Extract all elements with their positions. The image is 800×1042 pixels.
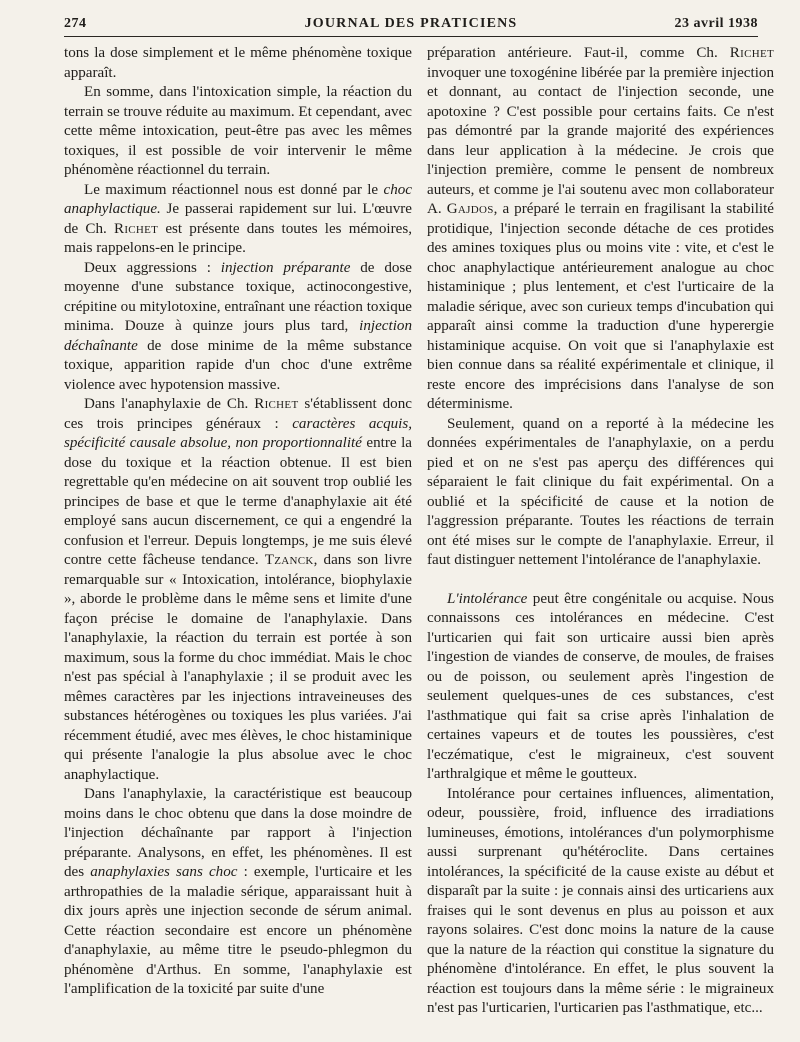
text-run: Intolérance pour certaines influences, alimentation, odeur, poussière, froid, influence des irradiations lumineuses, émotions, intolérances d'un polymorphisme aussi surprenant qu'hétéroclite. Dans certaines intolérances, la spécificité de la cause existe au début et disparaît par la suite : je connais ainsi des urticariens aux fraises qui le sont devenus en plus au poisson et aux rayons solaires. C'est donc moins la nature de la cause que la nature de la réaction qui constitue la signature du phénomène d'intolérance. En effet, le plus souvent la réaction est toujours dans la même série : le migraineux n'est pas l'urticarien, l'urticarien pas l'asthmatique, etc... bbox=[427, 785, 774, 1016]
text-run: : exemple, l'urticaire et les arthropathies de la maladie sérique, apparaissant huit à dix jours après une injection seconde de sérum animal. Cette réaction secondaire est encore un phénomène d'anaphylaxie, au même titre le pseudo-phlegmon du phénomène d'Arthus. En somme, l'anaphylaxie est l'amplification de la toxicité par suite d'une bbox=[64, 864, 412, 997]
text-run: Dans l'anaphylaxie de Ch. bbox=[84, 396, 255, 412]
italic-run: caractères acquis, spécificité causale absolue, non proportionnalité bbox=[64, 415, 412, 451]
paragraph bbox=[427, 785, 774, 1019]
text-run: En somme, dans l'intoxication simple, la réaction du terrain se trouve réduite au maximum. Et cependant, avec cette même intoxication, peut-être pas avec les mêmes toxiques, il est possible de voir intervenir le même phénomène réactionnel du terrain. bbox=[64, 84, 412, 178]
issue-date: 23 avril 1938 bbox=[674, 16, 758, 31]
paragraph bbox=[64, 259, 412, 396]
right-column bbox=[427, 44, 774, 1019]
header-rule bbox=[64, 36, 758, 37]
text-run: s'établissent donc ces trois principes généraux : bbox=[64, 396, 412, 432]
page-number: 274 bbox=[64, 16, 87, 31]
text-run: , a préparé le terrain en fragilisant la stabilité protidique, l'injection seconde détache de ces protides des amines toxiques plus ou moins vite : vite, et c'est le choc anaphylactique antérieurement analogue au choc histaminique ; plus lentement, et c'est l'urticaire de la maladie sérique, avec son curieux temps d'incubation qui apparaît ainsi comme la traduction d'une hyperergie histaminique acquise. On voit que si l'anaphylaxie est bien connue dans sa réalité expérimentale et clinique, il reste encore des imprécisions dans l'analyse de son déterminisme. bbox=[427, 201, 774, 412]
italic-run: L'intolérance bbox=[447, 590, 528, 607]
italic-run: injection déchaînante bbox=[64, 318, 412, 354]
italic-run: injection préparante bbox=[220, 259, 351, 276]
italic-run: anaphylaxies sans choc bbox=[90, 864, 238, 880]
text-run: Dans l'anaphylaxie, la caractéristique est beaucoup moins dans le choc obtenu que dans la dose moindre de l'injection déchaînante par rapport à l'injection préparante. Analysons, en effet, les phénomènes. Il est des bbox=[64, 786, 412, 880]
text-run: de dose moyenne d'une substance toxique, actinocongestive, crépitine ou mitylotoxine, entraînant une réaction toxique minima. Douze à quinze jours plus tard, bbox=[64, 259, 412, 334]
text-run: , dans son livre remarquable sur « Intoxication, intolérance, biophylaxie », aborde le problème dans le même sens et limite d'une façon précise le domaine de l'anaphylaxie. Dans l'anaphylaxie, la réaction du terrain est portée à son maximum, sous la forme du choc immédiat. Mais le choc n'est pas spécial à l'anaphylaxie ; il se produit avec les mêmes caractères par les injections intraveineuses des substances hétérogènes ou toxiques les plus variées. J'ai récemment étudié, avec mes élèves, le choc histaminique qui présente l'analogie la plus absolue avec le choc anaphylactique. bbox=[64, 552, 412, 783]
author-name: Richet bbox=[729, 45, 774, 61]
text-run: de dose minime de la même substance toxique, apparition rapide d'un choc d'une extrême violence avec hypotension massive. bbox=[64, 337, 412, 393]
text-run: peut être congénitale ou acquise. Nous connaissons ces intolérances en médecine. C'est l'urticarien qui fait son urticaire aussi bien après l'ingestion de viandes de conserve, de moules, de fraises ou de poisson, ou seulement après l'ingestion de seulement quelques-unes de ces substances, c'est l'asthmatique qui fait sa crise après l'inhalation de certaines vapeurs et de toutes les poussières, c'est l'eczématique, c'est le migraineux, c'est souvent l'arthralgique et même le goutteux. bbox=[427, 590, 774, 782]
paragraph bbox=[64, 395, 412, 785]
paragraph bbox=[427, 590, 774, 785]
paragraph bbox=[427, 44, 774, 415]
text-run: tons la dose simplement et le même phénomène toxique apparaît. bbox=[64, 45, 412, 81]
text-run: Seulement, quand on a reporté à la médecine les données expérimentales de l'anaphylaxie, on a perdu pied et on ne s'est pas aperçu des différences qui séparaient le fait clinique du fait expérimental. On a oublié et la spécificité de cause et la notion de l'aggression préparante. Toutes les réactions de terrain ont été mises sur le compte de l'anaphylaxie. Erreur, il faut distinguer nettement l'intolérance de l'anaphylaxie. bbox=[427, 415, 774, 568]
paragraph bbox=[64, 44, 412, 83]
author-name: Tzanck bbox=[264, 552, 314, 568]
text-run: Deux aggressions : bbox=[84, 259, 221, 276]
paragraph bbox=[64, 181, 412, 259]
paragraph bbox=[64, 83, 412, 181]
paragraph bbox=[64, 785, 412, 1000]
text-run: entre la dose du toxique et la réaction obtenue. Il est bien regrettable qu'en médecine on ait souvent trop oublié les principes de base et que le terme d'anaphylaxie ait été employé sans aucun discernement, ce qui a engendré la confusion et l'erreur. Depuis longtemps, je me suis élevé contre cette fâcheuse tendance. bbox=[64, 435, 412, 568]
text-run: Le maximum réactionnel nous est donné par le bbox=[84, 181, 384, 198]
text-run: Je passerai rapidement sur lui. L'œuvre de Ch. bbox=[64, 201, 412, 237]
author-name: Richet bbox=[254, 396, 299, 412]
italic-run: choc anaphylactique. bbox=[64, 181, 412, 217]
running-header bbox=[64, 14, 758, 36]
text-run: préparation antérieure. Faut-il, comme Ch. bbox=[427, 45, 730, 61]
text-run: est présente dans toutes les mémoires, mais rappelons-en le principe. bbox=[64, 220, 412, 256]
journal-title: JOURNAL DES PRATICIENS bbox=[304, 16, 518, 31]
author-name: Gajdos bbox=[446, 201, 494, 217]
left-column bbox=[64, 44, 412, 1000]
text-run: invoquer une toxogénine libérée par la première injection et donnant, au contact de l'injection seconde, une apotoxine ? C'est possible pour certains faits. Ce n'est pas démontré par la grande majorité des expériences dans leur application à la médecine. Je crois que l'injection première, comme le pensent de nombreux auteurs, et comme je l'ai soutenu avec mon collaborateur A. bbox=[427, 64, 774, 217]
author-name: Richet bbox=[113, 220, 159, 237]
paragraph bbox=[427, 415, 774, 571]
